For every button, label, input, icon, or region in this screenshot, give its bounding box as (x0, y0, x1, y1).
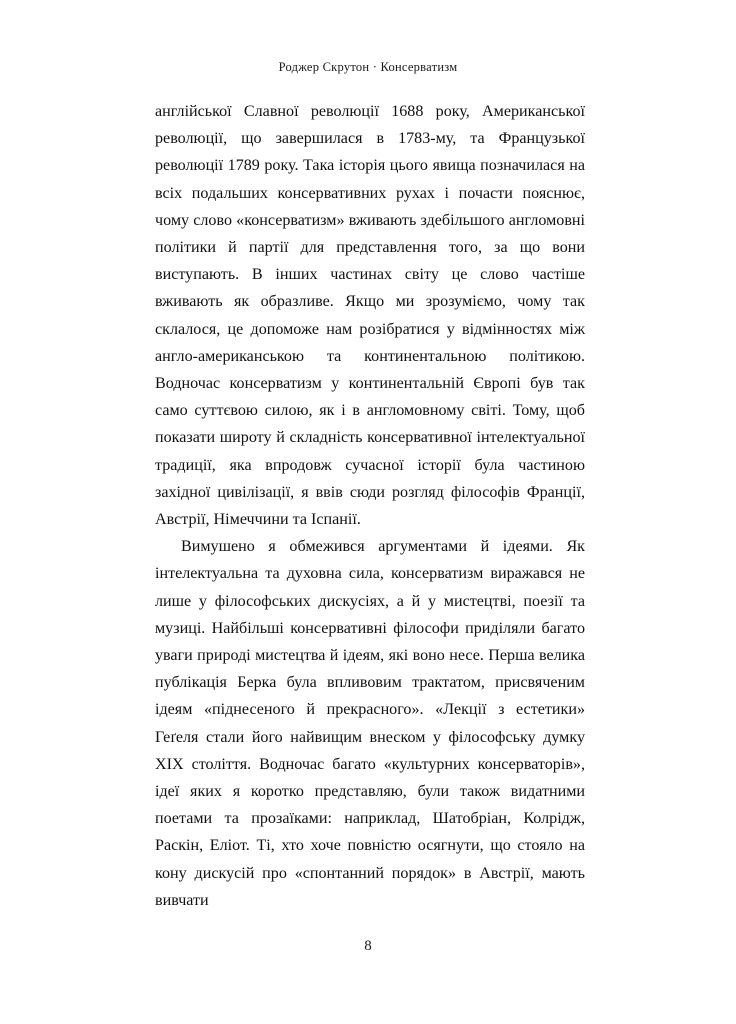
running-head: Роджер Скрутон · Консерватизм (278, 60, 458, 74)
paragraph: англійської Славної революції 1688 року, Американської революції, що завершилася в 1783-му, та Французької революції 1789 року. Така історія цього явища позначилася на всіх подальших консервативних рухах і почасти пояснює, чому слово «консерватизм» вживають здебільшого англомовні політики й партії для представлення того, за що вони виступають. В інших частинах світу це слово частіше вживають як образливе. Якщо ми зрозуміємо, чому так склалося, це допоможе нам розібратися у відмінностях між англо-американською та континентальною політикою. Водночас консерватизм у континентальній Європі був так само суттєвою силою, як і в англомовному світі. Тому, щоб показати широту й складність консервативної інтелектуальної традиції, яка впродовж сучасної історії була частиною західної цивілізації, я ввів сюди розгляд філософів Франції, Австрії, Німеччини та Іспанії. (155, 103, 585, 529)
body-text (155, 98, 585, 914)
page-number: 8 (364, 938, 372, 954)
paragraph: Вимушено я обмежився аргументами й ідеями. Як інтелектуальна та духовна сила, консерватизм виражався не лише у філософських дискусіях, а й у мистецтві, поезії та музиці. Найбільші консервативні філософи приділяли багато уваги природі мистецтва й ідеям, які воно несе. Перша велика публікація Берка була впливовим трактатом, присвяченим ідеям «піднесеного й прекрасного». «Лекції з естетики» Геґеля стали його найвищим внеском у філософську думку XIX століття. Водночас багато «культурних консерваторів», ідеї яких я коротко представляю, були також видатними поетами та прозаїками: наприклад, Шатобріан, Колрідж, Раскін, Еліот. Ті, хто хоче повністю осягнути, що стояло на кону дискусій про «спонтанний порядок» в Австрії, мають вивчати (155, 538, 585, 909)
